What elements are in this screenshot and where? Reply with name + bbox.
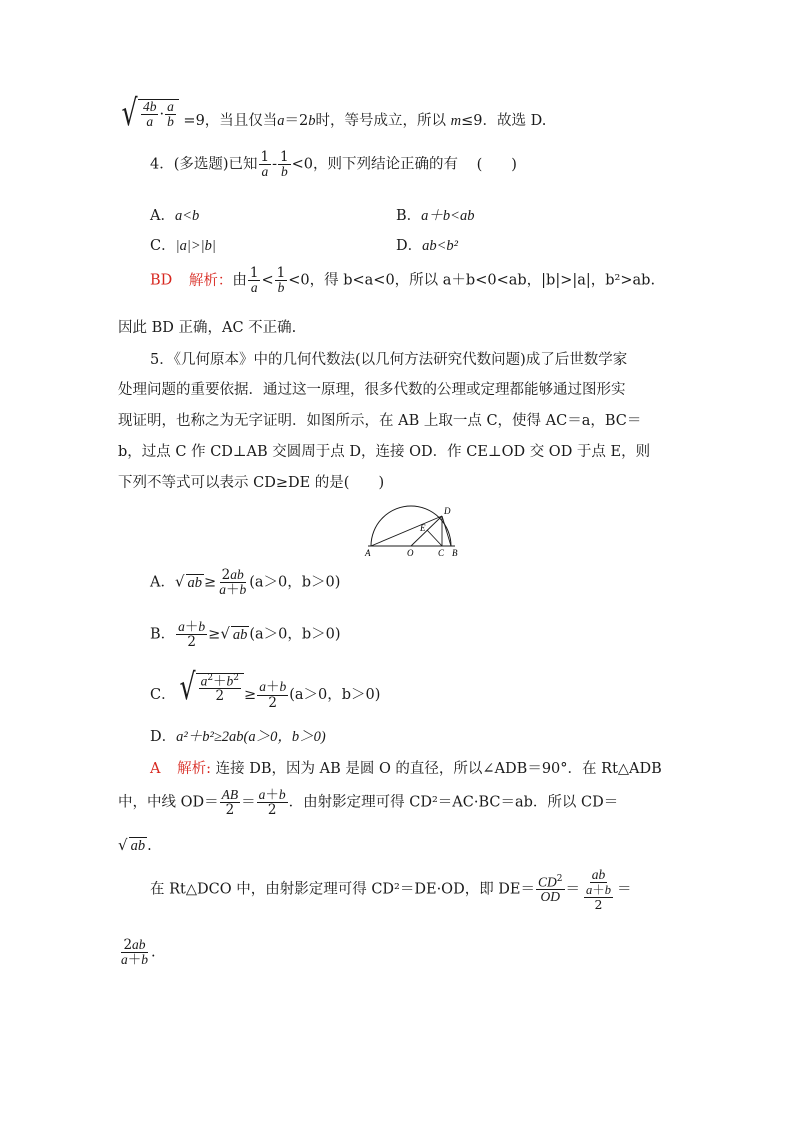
q5-option-d: D．a²＋b²≥2ab(a＞0，b＞0) bbox=[150, 729, 326, 745]
q4-solution: BD 解析：由 $\frac{1}{a}$ < $\frac{1}{b}$ <0，得 b<a<0，所以 a＋b<0<ab，|b|>|a|，b²>ab. bbox=[150, 265, 656, 296]
q5-line-5: 下列不等式可以表示 CD≥DE 的是( ) bbox=[118, 475, 385, 491]
q4-stem: 4．(多选题)已知 $\frac{1}{a}$ - $\frac{1}{b}$ <0，则下列结论正确的有 ( ) bbox=[150, 149, 517, 180]
q4-answer: BD bbox=[150, 272, 173, 289]
q5-solution-1: A 解析: 连接 DB，因为 AB 是圆 O 的直径，所以∠ADB＝90°．在 Rt△ADB bbox=[150, 761, 662, 777]
top-line: √ $\frac{4b}{a}$ · $\frac{a}{b}$ =9，当且仅当a＝2b时，等号成立，所以 m≤9．故选 D. bbox=[118, 96, 546, 132]
semicircle-arc bbox=[371, 506, 451, 546]
q5-line-1: 5．《几何原本》中的几何代数法(以几何方法研究代数问题)成了后世数学家 bbox=[150, 352, 628, 368]
segment-ce bbox=[427, 530, 442, 546]
q5-solution-4: 在 Rt△DCO 中，由射影定理可得 CD²＝DE·OD，即 DE＝ $\frac{CD^2}{OD}$ ＝ $\frac{ab}{\frac{a+b}{2}}$ ＝ bbox=[150, 867, 632, 913]
q5-answer: A bbox=[150, 761, 161, 777]
q5-option-a: A．√ ab ≥ $\frac{2ab}{a+b}$ (a＞0，b＞0) bbox=[150, 567, 341, 599]
semicircle-figure bbox=[360, 500, 470, 558]
q4-option-d: D．ab<b² bbox=[396, 238, 459, 254]
label-a: A bbox=[365, 548, 371, 558]
q4-option-a: A．a<b bbox=[150, 208, 200, 224]
label-c: C bbox=[438, 548, 445, 558]
q4-option-b: B．a＋b<ab bbox=[396, 208, 475, 224]
q5-option-c: C． √ $\frac{a^2+b^2}{2}$ ≥ $\frac{a+b}{2}$ (a＞0，b＞0) bbox=[150, 667, 381, 711]
q5-line-3: 现证明，也称之为无字证明．如图所示，在 AB 上取一点 C，使得 AC＝a，BC＝ bbox=[118, 413, 642, 429]
label-d: D bbox=[444, 506, 451, 516]
segment-ad bbox=[371, 516, 442, 546]
q5-solution-3: √ ab . bbox=[118, 836, 152, 854]
q5-line-4: b，过点 C 作 CD⊥AB 交圆周于点 D，连接 OD．作 CE⊥OD 交 OD 于点 E，则 bbox=[118, 444, 651, 460]
q4-option-c: C．|a|>|b| bbox=[150, 238, 216, 254]
label-o: O bbox=[407, 548, 414, 558]
label-b: B bbox=[452, 548, 458, 558]
q5-option-b: B． $\frac{a+b}{2}$ ≥√ ab (a＞0，b＞0) bbox=[150, 619, 341, 651]
q4-jiexi-label: 解析： bbox=[188, 272, 233, 289]
q5-solution-2: 中，中线 OD＝ $\frac{AB}{2}$ ＝ $\frac{a+b}{2}$ ．由射影定理可得 CD²＝AC·BC＝ab．所以 CD＝ bbox=[118, 787, 619, 819]
q4-conclusion: 因此 BD 正确，AC 不正确. bbox=[118, 320, 297, 336]
q5-jiexi-label: 解析: bbox=[177, 761, 211, 777]
q5-line-2: 处理问题的重要依据．通过这一原理，很多代数的公理或定理都能够通过图形实 bbox=[118, 382, 626, 398]
segment-db bbox=[442, 516, 451, 546]
sqrt-expression: √ $\frac{4b}{a}$ · $\frac{a}{b}$ bbox=[118, 96, 179, 132]
label-e: E bbox=[420, 523, 426, 533]
q5-solution-5: $\frac{2ab}{a+b}$ . bbox=[121, 937, 156, 969]
